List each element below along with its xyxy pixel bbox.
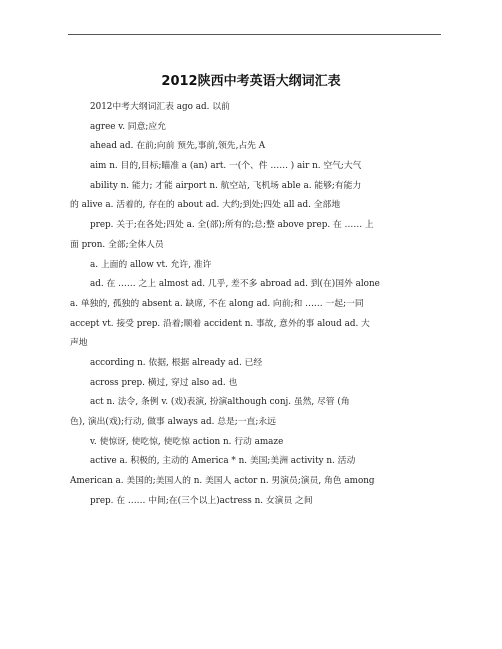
document-title: 2012陕西中考英语大纲词汇表	[161, 74, 341, 89]
text-line: v. 使惊讶, 使吃惊, 使吃惊 action n. 行动 amaze	[90, 436, 284, 447]
text-line: agree v. 同意;应允	[90, 121, 166, 132]
text-line: 声地	[70, 338, 88, 349]
document-body	[70, 98, 432, 511]
header-rule	[68, 34, 441, 35]
text-line: 面 pron. 全部;全体人员	[70, 239, 164, 250]
text-line: accept vt. 接受 prep. 沿着;顺着 accident n. 事故, 意外的事 aloud ad. 大	[70, 318, 370, 329]
text-line: according n. 依据, 根据 already ad. 已经	[90, 357, 263, 368]
text-line: prep. 在 …… 中间;在(三个以上)actress n. 女演员 之间	[90, 495, 313, 506]
text-line: a. 单独的, 孤独的 absent a. 缺席, 不在 along ad. 向前;和 …… 一起;一同	[70, 298, 364, 309]
text-line: aim n. 目的,目标;瞄准 a (an) art. 一(个、件 …… ) air n. 空气;大气	[90, 161, 362, 172]
text-line: prep. 关于;在各处;四处 a. 全(部);所有的;总;整 above prep. 在 …… 上	[90, 220, 374, 231]
text-line: ad. 在 …… 之上 almost ad. 几乎, 差不多 abroad ad. 到(在)国外 alone	[90, 279, 380, 290]
text-line: active a. 积极的, 主动的 America * n. 美国;美洲 activity n. 活动	[90, 456, 356, 467]
text-line: ahead ad. 在前;向前 预先,事前,领先,占先 A	[90, 141, 266, 152]
text-line: 的 alive a. 活着的, 存在的 about ad. 大约;到处;四处 all ad. 全部地	[70, 200, 341, 211]
text-line: ability n. 能力; 才能 airport n. 航空站, 飞机场 able a. 能够;有能力	[90, 180, 362, 191]
text-line: across prep. 横过, 穿过 also ad. 也	[90, 377, 238, 388]
text-line: act n. 法令, 条例 v. (戏)表演, 扮演although conj. 虽然, 尽管 (角	[90, 397, 350, 408]
text-line: American a. 美国的;美国人的 n. 美国人 actor n. 男演员;演员, 角色 among	[70, 476, 375, 487]
text-line: 色), 演出(戏);行动, 做事 always ad. 总是;一直;永远	[70, 417, 276, 427]
text-line: 2012中考大纲词汇表 ago ad. 以前	[90, 102, 230, 112]
text-line: a. 上面的 allow vt. 允许, 准许	[90, 259, 212, 270]
